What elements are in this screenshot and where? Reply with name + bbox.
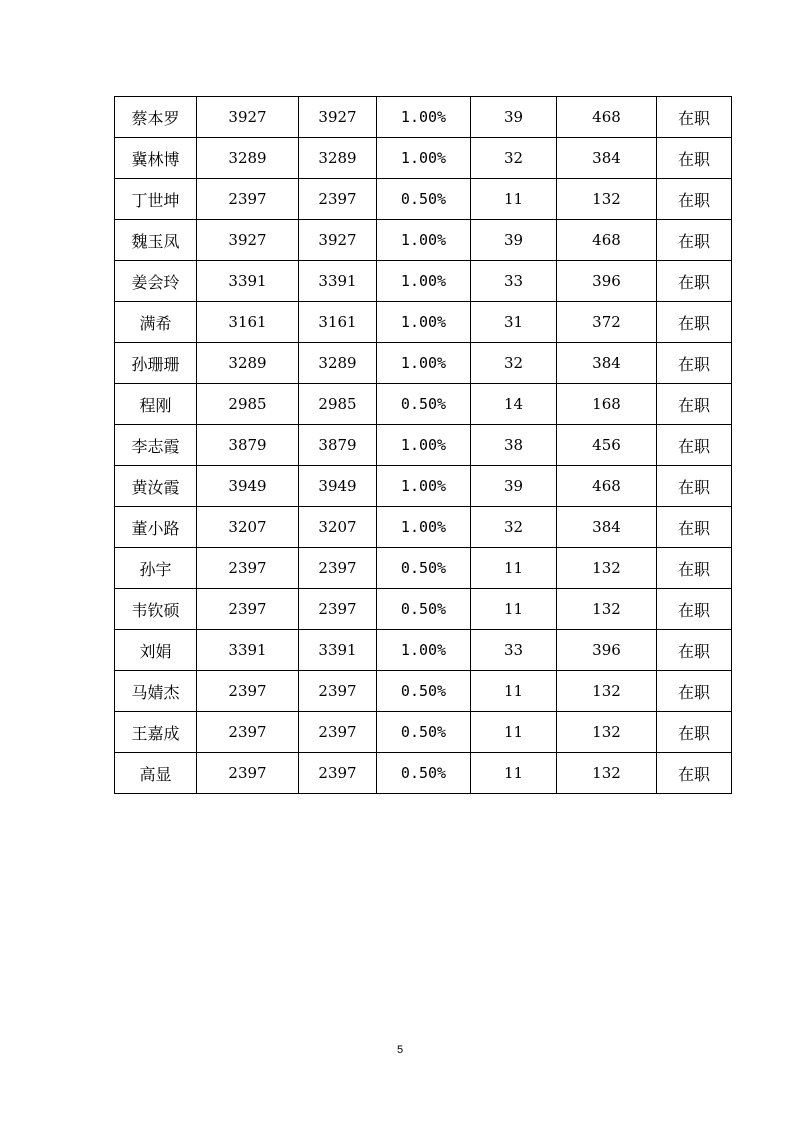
amount-cell: 3391 bbox=[299, 630, 377, 671]
amount-cell: 2397 bbox=[299, 671, 377, 712]
annual-cell: 168 bbox=[557, 384, 657, 425]
base-amount-cell: 3391 bbox=[197, 261, 299, 302]
base-amount-cell: 2397 bbox=[197, 671, 299, 712]
base-amount-cell: 2397 bbox=[197, 589, 299, 630]
base-amount-cell: 3927 bbox=[197, 220, 299, 261]
annual-cell: 384 bbox=[557, 343, 657, 384]
table-row bbox=[115, 220, 732, 261]
table-row bbox=[115, 589, 732, 630]
name-cell: 丁世坤 bbox=[115, 179, 197, 220]
staff-table-body bbox=[115, 97, 732, 794]
status-cell: 在职 bbox=[657, 589, 732, 630]
rate-cell: 1.00% bbox=[377, 466, 471, 507]
name-cell: 蔡本罗 bbox=[115, 97, 197, 138]
monthly-cell: 39 bbox=[471, 220, 557, 261]
base-amount-cell: 3391 bbox=[197, 630, 299, 671]
name-cell: 韦钦硕 bbox=[115, 589, 197, 630]
status-cell: 在职 bbox=[657, 138, 732, 179]
table-row bbox=[115, 97, 732, 138]
base-amount-cell: 3289 bbox=[197, 343, 299, 384]
name-cell: 程刚 bbox=[115, 384, 197, 425]
name-cell: 姜会玲 bbox=[115, 261, 197, 302]
table-row bbox=[115, 138, 732, 179]
amount-cell: 3879 bbox=[299, 425, 377, 466]
table-row bbox=[115, 630, 732, 671]
base-amount-cell: 2397 bbox=[197, 548, 299, 589]
status-cell: 在职 bbox=[657, 507, 732, 548]
annual-cell: 468 bbox=[557, 466, 657, 507]
annual-cell: 384 bbox=[557, 138, 657, 179]
amount-cell: 3927 bbox=[299, 97, 377, 138]
rate-cell: 1.00% bbox=[377, 97, 471, 138]
page-number: 5 bbox=[396, 1044, 404, 1056]
annual-cell: 132 bbox=[557, 548, 657, 589]
amount-cell: 2397 bbox=[299, 179, 377, 220]
table-row bbox=[115, 507, 732, 548]
base-amount-cell: 2397 bbox=[197, 712, 299, 753]
status-cell: 在职 bbox=[657, 261, 732, 302]
status-cell: 在职 bbox=[657, 220, 732, 261]
base-amount-cell: 2985 bbox=[197, 384, 299, 425]
rate-cell: 1.00% bbox=[377, 261, 471, 302]
annual-cell: 132 bbox=[557, 753, 657, 794]
monthly-cell: 39 bbox=[471, 97, 557, 138]
name-cell: 孙宇 bbox=[115, 548, 197, 589]
status-cell: 在职 bbox=[657, 302, 732, 343]
status-cell: 在职 bbox=[657, 630, 732, 671]
base-amount-cell: 3927 bbox=[197, 97, 299, 138]
monthly-cell: 32 bbox=[471, 138, 557, 179]
annual-cell: 132 bbox=[557, 712, 657, 753]
name-cell: 黄汝霞 bbox=[115, 466, 197, 507]
name-cell: 魏玉凤 bbox=[115, 220, 197, 261]
monthly-cell: 14 bbox=[471, 384, 557, 425]
table-row bbox=[115, 466, 732, 507]
base-amount-cell: 3949 bbox=[197, 466, 299, 507]
table-row bbox=[115, 712, 732, 753]
annual-cell: 468 bbox=[557, 220, 657, 261]
monthly-cell: 32 bbox=[471, 343, 557, 384]
base-amount-cell: 3207 bbox=[197, 507, 299, 548]
table-row bbox=[115, 671, 732, 712]
rate-cell: 1.00% bbox=[377, 630, 471, 671]
status-cell: 在职 bbox=[657, 384, 732, 425]
amount-cell: 2397 bbox=[299, 548, 377, 589]
amount-cell: 2397 bbox=[299, 589, 377, 630]
annual-cell: 396 bbox=[557, 630, 657, 671]
rate-cell: 0.50% bbox=[377, 548, 471, 589]
status-cell: 在职 bbox=[657, 97, 732, 138]
status-cell: 在职 bbox=[657, 343, 732, 384]
monthly-cell: 11 bbox=[471, 712, 557, 753]
rate-cell: 0.50% bbox=[377, 179, 471, 220]
table-row bbox=[115, 302, 732, 343]
monthly-cell: 32 bbox=[471, 507, 557, 548]
name-cell: 孙珊珊 bbox=[115, 343, 197, 384]
annual-cell: 132 bbox=[557, 179, 657, 220]
base-amount-cell: 3289 bbox=[197, 138, 299, 179]
annual-cell: 468 bbox=[557, 97, 657, 138]
base-amount-cell: 3879 bbox=[197, 425, 299, 466]
rate-cell: 1.00% bbox=[377, 302, 471, 343]
monthly-cell: 33 bbox=[471, 261, 557, 302]
name-cell: 高显 bbox=[115, 753, 197, 794]
table-row bbox=[115, 425, 732, 466]
rate-cell: 1.00% bbox=[377, 343, 471, 384]
name-cell: 刘娟 bbox=[115, 630, 197, 671]
amount-cell: 3927 bbox=[299, 220, 377, 261]
name-cell: 满希 bbox=[115, 302, 197, 343]
name-cell: 董小路 bbox=[115, 507, 197, 548]
base-amount-cell: 2397 bbox=[197, 753, 299, 794]
amount-cell: 3207 bbox=[299, 507, 377, 548]
monthly-cell: 11 bbox=[471, 753, 557, 794]
rate-cell: 0.50% bbox=[377, 384, 471, 425]
table-row bbox=[115, 548, 732, 589]
monthly-cell: 11 bbox=[471, 671, 557, 712]
annual-cell: 132 bbox=[557, 589, 657, 630]
rate-cell: 1.00% bbox=[377, 138, 471, 179]
rate-cell: 0.50% bbox=[377, 712, 471, 753]
status-cell: 在职 bbox=[657, 753, 732, 794]
table-row bbox=[115, 384, 732, 425]
amount-cell: 2397 bbox=[299, 753, 377, 794]
status-cell: 在职 bbox=[657, 466, 732, 507]
amount-cell: 2985 bbox=[299, 384, 377, 425]
monthly-cell: 38 bbox=[471, 425, 557, 466]
amount-cell: 3161 bbox=[299, 302, 377, 343]
annual-cell: 132 bbox=[557, 671, 657, 712]
annual-cell: 372 bbox=[557, 302, 657, 343]
name-cell: 王嘉成 bbox=[115, 712, 197, 753]
monthly-cell: 11 bbox=[471, 548, 557, 589]
name-cell: 马婧杰 bbox=[115, 671, 197, 712]
monthly-cell: 33 bbox=[471, 630, 557, 671]
status-cell: 在职 bbox=[657, 671, 732, 712]
annual-cell: 456 bbox=[557, 425, 657, 466]
table-row bbox=[115, 179, 732, 220]
table-row bbox=[115, 753, 732, 794]
amount-cell: 2397 bbox=[299, 712, 377, 753]
table-row bbox=[115, 261, 732, 302]
amount-cell: 3391 bbox=[299, 261, 377, 302]
amount-cell: 3289 bbox=[299, 138, 377, 179]
status-cell: 在职 bbox=[657, 548, 732, 589]
name-cell: 冀林博 bbox=[115, 138, 197, 179]
rate-cell: 1.00% bbox=[377, 425, 471, 466]
rate-cell: 0.50% bbox=[377, 589, 471, 630]
rate-cell: 1.00% bbox=[377, 507, 471, 548]
monthly-cell: 31 bbox=[471, 302, 557, 343]
rate-cell: 0.50% bbox=[377, 753, 471, 794]
amount-cell: 3289 bbox=[299, 343, 377, 384]
table-row bbox=[115, 343, 732, 384]
monthly-cell: 11 bbox=[471, 179, 557, 220]
amount-cell: 3949 bbox=[299, 466, 377, 507]
status-cell: 在职 bbox=[657, 712, 732, 753]
monthly-cell: 39 bbox=[471, 466, 557, 507]
annual-cell: 396 bbox=[557, 261, 657, 302]
base-amount-cell: 3161 bbox=[197, 302, 299, 343]
annual-cell: 384 bbox=[557, 507, 657, 548]
rate-cell: 0.50% bbox=[377, 671, 471, 712]
base-amount-cell: 2397 bbox=[197, 179, 299, 220]
monthly-cell: 11 bbox=[471, 589, 557, 630]
status-cell: 在职 bbox=[657, 425, 732, 466]
name-cell: 李志霞 bbox=[115, 425, 197, 466]
staff-table bbox=[114, 96, 732, 794]
status-cell: 在职 bbox=[657, 179, 732, 220]
rate-cell: 1.00% bbox=[377, 220, 471, 261]
